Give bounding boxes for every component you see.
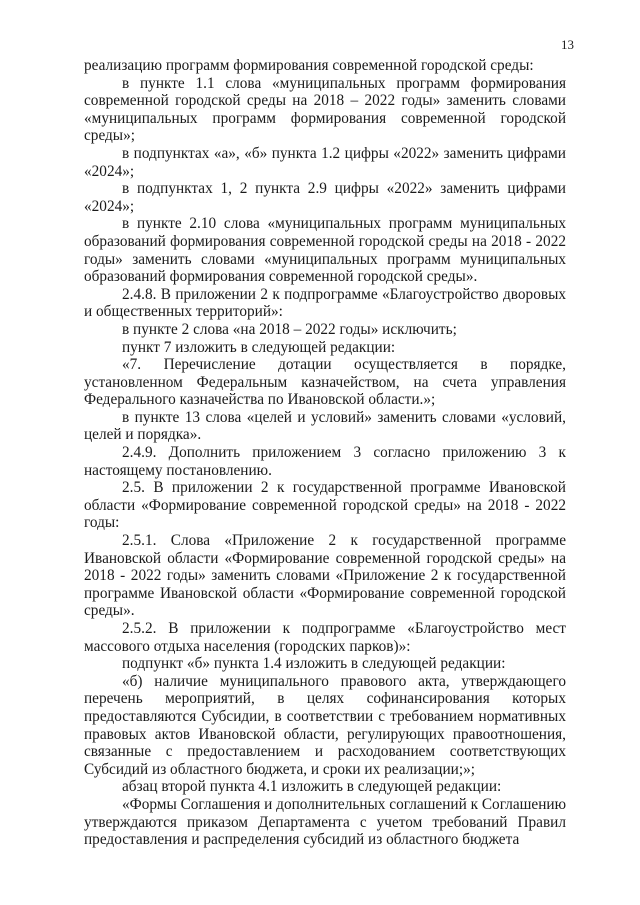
paragraph: реализацию программ формирования современной городской среды: (84, 57, 534, 74)
paragraph: пункт 7 изложить в следующей редакции: (122, 338, 396, 356)
paragraph: 2.4.9. Дополнить приложением 3 согласно приложению 3 к настоящему постановлению. (84, 444, 566, 479)
paragraph: в пункте 13 слова «целей и условий» заменить словами «условий, целей и порядка». (84, 408, 566, 444)
paragraph: 2.5. В приложении 2 к государственной программе Ивановской области «Формирование современной городской среды» на 2018 - 2022 годы: (84, 479, 566, 532)
paragraph: в пункте 2 слова «на 2018 – 2022 годы» исключить; (122, 320, 457, 338)
paragraph: в пункте 2.10 слова «муниципальных программ муниципальных образований формирования современной городской среды на 2018 - 2022 годы» заменить словами «муниципальных программ муниципальных образований формирования современной городской среды». (84, 215, 566, 286)
paragraph: «Формы Соглашения и дополнительных соглашений к Соглашению утверждаются приказом Департамента с учетом требований Правил предоставления и распределения субсидий из областного бюджета (84, 795, 566, 849)
paragraph: 2.5.1. Слова «Приложение 2 к государственной программе Ивановской области «Формирование современной городской среды» на 2018 - 2022 годы» заменить словами «Приложение 2 к государственной программе Ивановской области «Формирование современной городской среды». (84, 532, 566, 620)
paragraph: «б) наличие муниципального правового акта, утверждающего перечень мероприятий, в целях софинансирования которых предоставляются Субсидии, в соответствии с требованием нормативных правовых актов Ивановской области, регулирующих правоотношения, связанные с предоставлением и расходованием соответствующих Субсидий из областного бюджета, и сроки их реализации;»; (84, 672, 566, 778)
paragraph: в подпунктах «а», «б» пункта 1.2 цифры «2022» заменить цифрами «2024»; (84, 144, 566, 180)
paragraph: в подпунктах 1, 2 пункта 2.9 цифры «2022» заменить цифрами «2024»; (84, 180, 566, 215)
document-body (84, 57, 566, 849)
paragraph: 2.5.2. В приложении к подпрограмме «Благоустройство мест массового отдыха населения (городских парков)»: (84, 620, 566, 655)
paragraph: подпункт «б» пункта 1.4 изложить в следующей редакции: (122, 655, 506, 673)
paragraph: в пункте 1.1 слова «муниципальных программ формирования современной городской среды на 2018 – 2022 годы» заменить словами «муниципальных программ формирования современной городской среды»; (84, 74, 566, 145)
page-number: 13 (561, 37, 574, 52)
paragraph: «7. Перечисление дотации осуществляется в порядке, установленном Федеральным казначейством, на счета управления Федерального казначейства по Ивановской области.»; (84, 356, 566, 409)
paragraph: 2.4.8. В приложении 2 к подпрограмме «Благоустройство дворовых и общественных территорий»: (84, 285, 566, 321)
paragraph: абзац второй пункта 4.1 изложить в следующей редакции: (122, 778, 502, 796)
